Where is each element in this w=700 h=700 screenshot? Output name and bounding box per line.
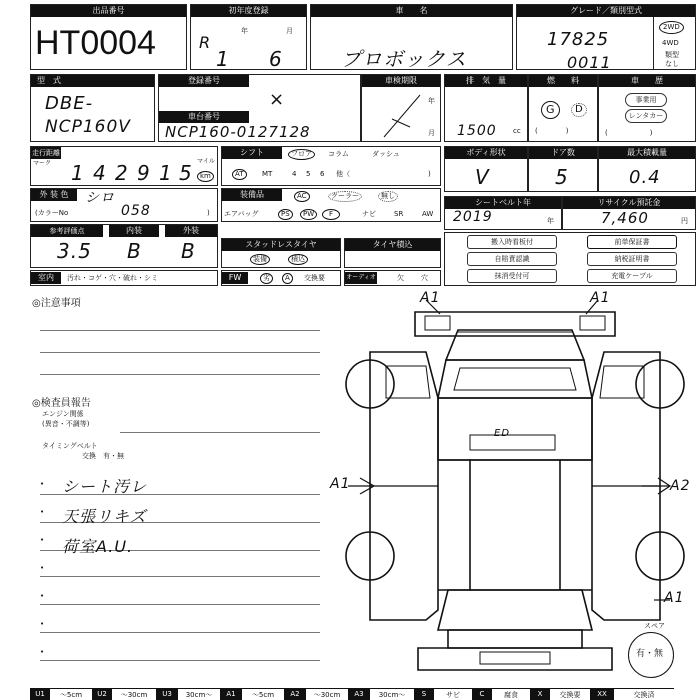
mileage-digit-6: 5 xyxy=(179,161,193,185)
legend-val-a2: ～30cm xyxy=(306,688,348,700)
handwritten-note-2: 天張リキズ xyxy=(62,507,147,526)
bullet-5: • xyxy=(40,592,45,600)
engine-note: (異音・不調等) xyxy=(42,420,90,428)
legend-key-a1: A1 xyxy=(220,688,242,700)
shift-floor: フロア xyxy=(288,149,315,160)
body-value: V xyxy=(475,165,490,189)
mileage-digit-4: 9 xyxy=(137,161,151,185)
fw-opt-3: 交換要 xyxy=(304,274,325,282)
first-registration-header: 初年度登録 xyxy=(191,5,306,17)
displacement-header: 排 気 量 xyxy=(445,75,527,87)
audio-opt-2: 穴 xyxy=(421,274,428,282)
check-cancel: 抹消受付可 xyxy=(467,269,557,283)
car-name: プロボックス xyxy=(341,47,467,71)
tire-header: タイヤ積込 xyxy=(345,239,440,251)
model-note-1: 類型 xyxy=(665,51,679,59)
shift-box xyxy=(221,146,441,186)
legend-key-u3: U3 xyxy=(156,688,178,700)
studless-equip: 装備 xyxy=(250,254,270,265)
equip-none: 無し xyxy=(378,191,398,202)
color-box xyxy=(30,188,218,222)
caution-line-3 xyxy=(40,374,320,375)
bullet-4: • xyxy=(40,564,45,572)
history-header: 車 歴 xyxy=(599,75,695,87)
fw-opt-2: A xyxy=(282,273,293,284)
ref-score-value: 3.5 xyxy=(57,239,92,263)
model-header: 型 式 xyxy=(31,75,154,87)
displacement-box xyxy=(444,74,528,142)
doors-value: 5 xyxy=(555,165,569,189)
room-text: 汚れ・コゲ・穴・破れ・シミ xyxy=(67,274,158,282)
recycle-header: リサイクル預託金 xyxy=(563,197,695,209)
report-line-4 xyxy=(40,576,320,577)
registration-value: × xyxy=(269,89,286,110)
bullet-2: • xyxy=(40,508,45,516)
model-value: DBE- xyxy=(45,93,94,114)
era-value: R xyxy=(199,33,212,52)
caution-line-2 xyxy=(40,352,320,353)
inspection-strike xyxy=(382,91,422,139)
seatbelt-header: シートベルト年 xyxy=(445,197,561,209)
lot-number-header: 出品番号 xyxy=(31,5,186,17)
recycle-value: 7,460 xyxy=(601,209,649,227)
legend-val-u1: ～5cm xyxy=(50,688,92,700)
spare-options: 有・無 xyxy=(636,649,664,659)
equip-sr: SR xyxy=(394,210,404,218)
grade-header: グレード／類別型式 xyxy=(517,5,695,17)
legend-val-s: サビ xyxy=(434,688,472,700)
car-name-header: 車 名 xyxy=(311,5,512,17)
handwritten-note-3: 荷室A.U. xyxy=(62,537,134,556)
model-note-2: なし xyxy=(665,60,679,68)
equipment-box xyxy=(221,188,441,222)
equipment-header: 装備品 xyxy=(222,189,282,201)
check-insurance: 自賠責認識 xyxy=(467,252,557,266)
inspection-year-unit: 年 xyxy=(428,97,435,105)
lot-number-box xyxy=(30,4,187,70)
legend-val-u2: ～30cm xyxy=(112,688,156,700)
audio-box xyxy=(344,270,441,286)
legend-key-u2: U2 xyxy=(92,688,112,700)
color-no: 058 xyxy=(121,203,151,219)
shift-other-close: ) xyxy=(428,170,431,178)
load-value: 0.4 xyxy=(629,167,661,188)
interior-value: B xyxy=(127,239,142,263)
legend-key-xx: XX xyxy=(590,688,614,700)
fuel-g: G xyxy=(541,101,560,119)
legend-val-a1: ～5cm xyxy=(242,688,284,700)
model-value-2: NCP160V xyxy=(45,117,131,137)
history-rental: レンタカー xyxy=(625,109,667,123)
type-value: 0011 xyxy=(567,53,612,72)
grade-value: 17825 xyxy=(547,29,610,50)
bullet-7: • xyxy=(40,648,45,656)
history-box xyxy=(598,74,696,142)
damage-mark-left-side: A1 xyxy=(330,476,351,492)
bullet-1: • xyxy=(40,480,45,488)
month-value: 6 xyxy=(269,47,283,71)
mileage-digit-1: 1 xyxy=(71,161,85,185)
legend-val-x: 交換要 xyxy=(550,688,590,700)
studless-box xyxy=(221,238,341,268)
seatbelt-unit: 年 xyxy=(547,217,554,225)
engine-line xyxy=(120,432,320,433)
studless-header: スタッドレスタイヤ xyxy=(222,239,340,251)
room-header: 室内 xyxy=(31,272,61,284)
mileage-digit-5: 1 xyxy=(159,161,173,185)
drive-4wd: 4WD xyxy=(662,39,679,47)
fuel-box xyxy=(528,74,598,142)
mileage-digit-2: 4 xyxy=(93,161,107,185)
fuel-d: D xyxy=(571,103,587,117)
equip-f: F xyxy=(322,209,340,220)
month-unit: 月 xyxy=(286,27,293,35)
report-line-6 xyxy=(40,632,320,633)
legend-val-a3: 30cm～ xyxy=(370,688,414,700)
model-box xyxy=(30,74,155,142)
inspection-header: 車検期限 xyxy=(362,75,440,87)
grade-box xyxy=(516,4,696,70)
color-header: 外 装 色 xyxy=(31,189,77,201)
timing-options: 交換 有・無 xyxy=(82,452,124,460)
load-box xyxy=(598,146,696,192)
legend-key-a3: A3 xyxy=(348,688,370,700)
seatbelt-value: 2019 xyxy=(453,209,493,225)
shift-4: 4 xyxy=(292,170,297,178)
handwritten-note-1: シート汚レ xyxy=(62,477,148,496)
load-header: 最大積載量 xyxy=(599,147,695,159)
displacement-unit: cc xyxy=(513,127,521,135)
engine-label: エンジン関係 xyxy=(42,410,84,418)
lot-number: HT0004 xyxy=(35,24,156,62)
inspection-month-unit: 月 xyxy=(428,129,435,137)
first-registration-box xyxy=(190,4,307,70)
checklist-box xyxy=(444,232,696,286)
body-box xyxy=(444,146,528,192)
seatbelt-box xyxy=(444,196,562,230)
damage-mark-right-side: A2 xyxy=(670,478,691,494)
color-no-label: (カラーNo xyxy=(35,209,69,217)
shift-column: コラム xyxy=(328,150,349,158)
timing-label: タイミングベルト xyxy=(42,442,98,450)
damage-mark-front-left: A1 xyxy=(420,290,441,306)
ref-score-header: 参考評価点 xyxy=(31,225,103,237)
color-no-close: ) xyxy=(207,209,210,217)
damage-mark-roof: ED xyxy=(494,428,511,439)
legend-key-s: S xyxy=(414,688,434,700)
year-unit: 年 xyxy=(241,27,248,35)
drive-2wd: 2WD xyxy=(659,21,684,34)
mileage-box xyxy=(30,146,218,186)
check-tax: 納税証明書 xyxy=(587,252,677,266)
interior-state-box xyxy=(30,270,218,286)
body-header: ボディ形状 xyxy=(445,147,527,159)
check-signboard: 搬入時看板付 xyxy=(467,235,557,249)
exterior-header: 外装 xyxy=(165,225,217,237)
fw-header: FW xyxy=(222,272,248,284)
shift-6: 6 xyxy=(320,170,325,178)
shift-at: AT xyxy=(232,169,247,180)
car-name-box xyxy=(310,4,513,70)
legend-key-a2: A2 xyxy=(284,688,306,700)
caution-line-1 xyxy=(40,330,320,331)
audio-opt-1: 欠 xyxy=(397,274,404,282)
equip-airbag: エアバッグ xyxy=(224,210,259,218)
legend-val-c: 腐食 xyxy=(492,688,530,700)
damage-mark-front-right: A1 xyxy=(590,290,611,306)
report-line-5 xyxy=(40,604,320,605)
history-paren: ( ) xyxy=(605,129,653,137)
equip-navi: ナビ xyxy=(362,210,376,218)
history-business: 事業用 xyxy=(625,93,667,107)
registration-header: 登録番号 xyxy=(159,75,249,87)
fw-opt-1: 劣 xyxy=(260,273,273,284)
registration-box xyxy=(158,74,361,142)
equip-ac: AC xyxy=(294,191,310,202)
mileage-digit-3: 2 xyxy=(115,161,129,185)
exterior-value: B xyxy=(181,239,196,263)
recycle-unit: 円 xyxy=(681,217,688,225)
legend-key-u1: U1 xyxy=(30,688,50,700)
recycle-box xyxy=(562,196,696,230)
caution-title: ◎注意事項 xyxy=(32,298,81,309)
doors-header: ドア数 xyxy=(529,147,597,159)
interior-header: 内装 xyxy=(109,225,159,237)
legend-key-c: C xyxy=(472,688,492,700)
equip-cooler: クーラー xyxy=(328,191,362,202)
report-line-7 xyxy=(40,660,320,661)
equip-pw: PW xyxy=(300,209,317,220)
year-value: 1 xyxy=(216,47,230,71)
equip-aw: AW xyxy=(422,210,434,218)
inspector-title: ◎検査員報告 xyxy=(32,398,91,409)
shift-header: シフト xyxy=(222,147,282,159)
shift-other: 他（ xyxy=(336,170,350,178)
mileage-unit-top: マイル xyxy=(197,158,215,165)
shift-dash: ダッシュ xyxy=(372,150,400,158)
equip-ps: PS xyxy=(278,209,293,220)
chassis-header: 車台番号 xyxy=(159,111,249,123)
grade-score-box xyxy=(30,224,218,268)
check-warranty: 前単保証書 xyxy=(587,235,677,249)
damage-mark-rear-right: A1 xyxy=(664,590,685,606)
legend-val-xx: 交換済 xyxy=(614,688,674,700)
inspection-box xyxy=(361,74,441,142)
doors-box xyxy=(528,146,598,192)
mileage-mark: マーク xyxy=(33,160,52,167)
bullet-3: • xyxy=(40,536,45,544)
legend-key-x: X xyxy=(530,688,550,700)
audio-header: オーディオ xyxy=(345,272,377,284)
fuel-header: 燃 料 xyxy=(529,75,597,87)
fuel-paren: ( ) xyxy=(535,127,569,135)
studless-load: 積込 xyxy=(288,254,308,265)
mileage-header: 走行距離 xyxy=(32,149,60,157)
shift-5: 5 xyxy=(306,170,311,178)
shift-mt: MT xyxy=(262,170,273,178)
bullet-6: • xyxy=(40,620,45,628)
color-value: シロ xyxy=(85,190,115,206)
fw-box xyxy=(221,270,341,286)
legend-val-u3: 30cm～ xyxy=(178,688,220,700)
spare-label: スペア xyxy=(644,622,665,630)
chassis-value: NCP160-0127128 xyxy=(165,123,311,141)
tire-box xyxy=(344,238,441,268)
mileage-unit: km xyxy=(197,171,214,182)
displacement-value: 1500 xyxy=(457,123,497,139)
check-cable: 充電ケーブル xyxy=(587,269,677,283)
